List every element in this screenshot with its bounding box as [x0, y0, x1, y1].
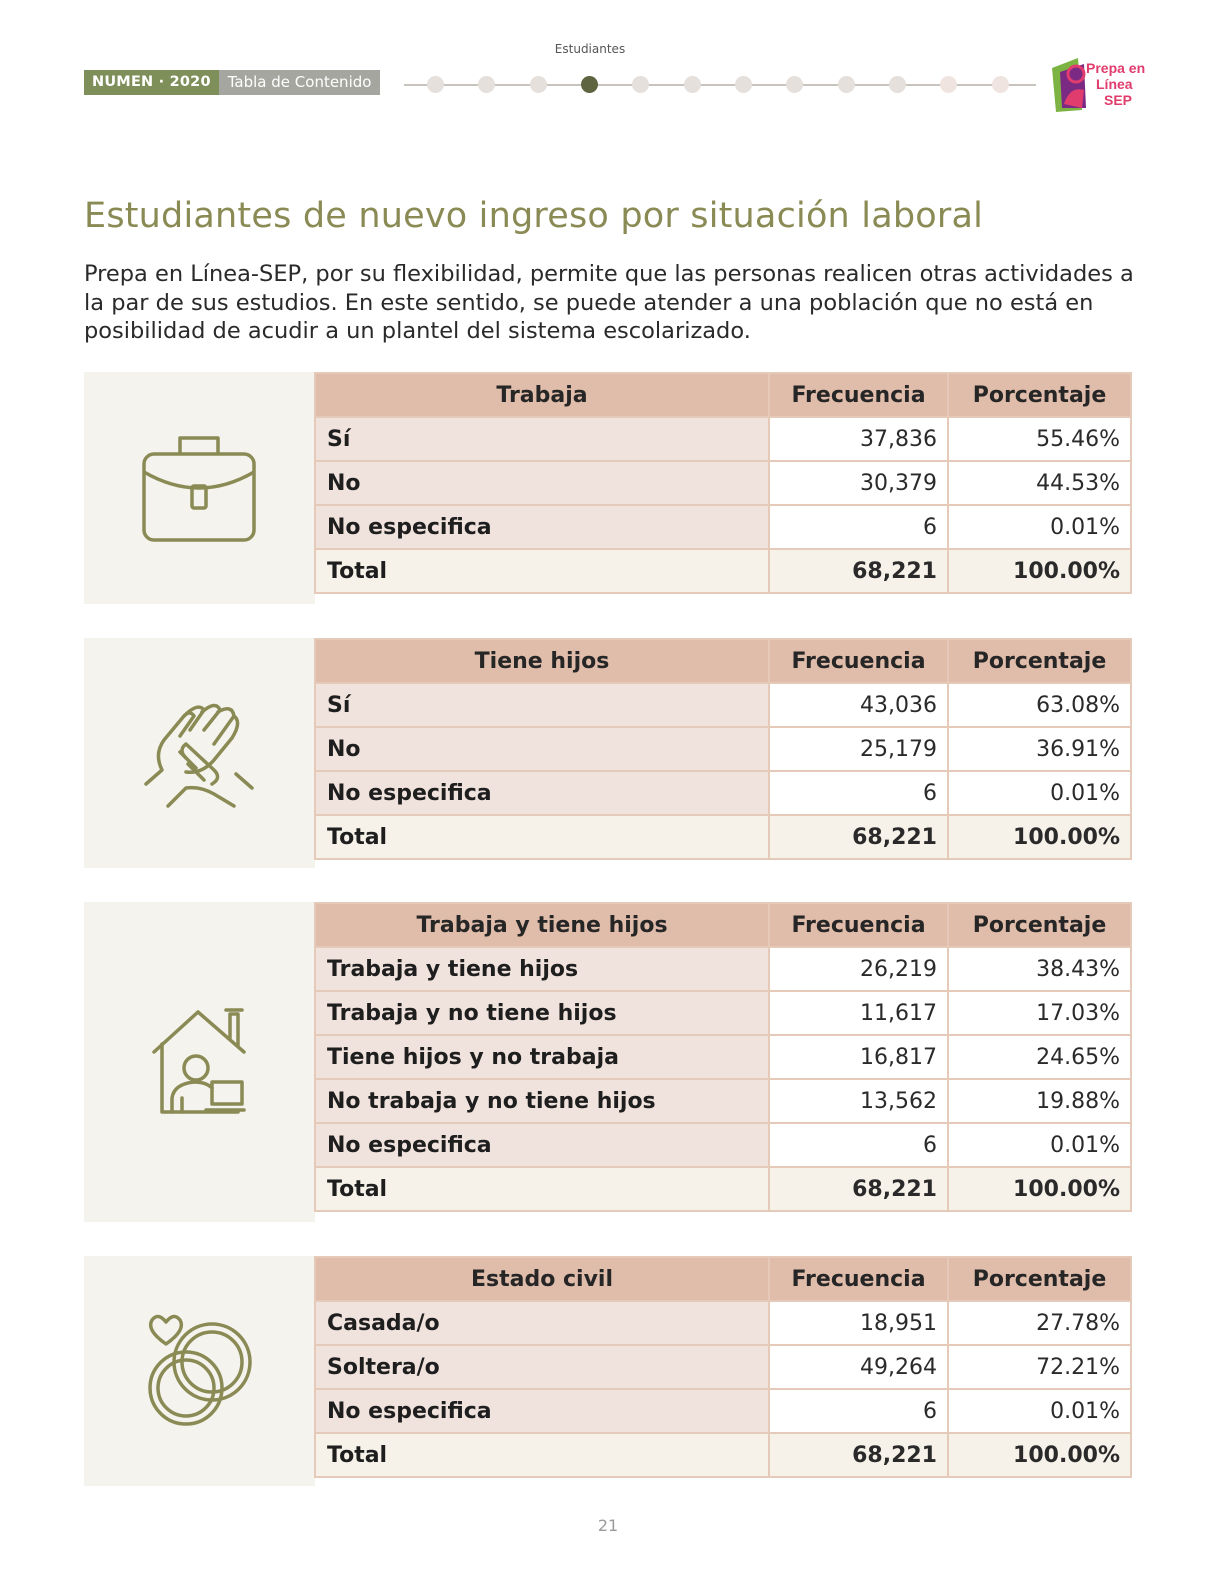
- table-row: [315, 505, 1131, 549]
- page-number: 21: [597, 1516, 619, 1535]
- progress-dot[interactable]: [684, 76, 701, 93]
- section-label: Estudiantes: [554, 42, 626, 56]
- column-header: Trabaja y tiene hijos: [315, 903, 769, 947]
- toc-link[interactable]: Tabla de Contenido: [219, 70, 381, 95]
- progress-dot[interactable]: [889, 76, 906, 93]
- percentage-cell: 63.08%: [948, 683, 1131, 727]
- table-block-estado-civil: [84, 1256, 1130, 1486]
- row-label: No especifica: [315, 1389, 769, 1433]
- table-row: [315, 1079, 1131, 1123]
- icon-panel: [84, 902, 315, 1222]
- percentage-cell: 44.53%: [948, 461, 1131, 505]
- progress-dot[interactable]: [786, 76, 803, 93]
- percentage-cell: 19.88%: [948, 1079, 1131, 1123]
- row-label: No especifica: [315, 505, 769, 549]
- table-row: [315, 947, 1131, 991]
- column-header: Porcentaje: [948, 639, 1131, 683]
- percentage-cell: 24.65%: [948, 1035, 1131, 1079]
- row-label: No trabaja y no tiene hijos: [315, 1079, 769, 1123]
- percentage-cell: 100.00%: [948, 549, 1131, 593]
- column-header: Porcentaje: [948, 903, 1131, 947]
- frequency-cell: 6: [769, 505, 948, 549]
- frequency-cell: 43,036: [769, 683, 948, 727]
- row-label: Trabaja y tiene hijos: [315, 947, 769, 991]
- row-label: Sí: [315, 683, 769, 727]
- data-table: [314, 902, 1132, 1212]
- progress-dot[interactable]: [478, 76, 495, 93]
- table-row: [315, 1345, 1131, 1389]
- brand-year: NUMEN · 2020: [84, 70, 219, 95]
- home-office-icon: [150, 1006, 250, 1116]
- frequency-cell: 30,379: [769, 461, 948, 505]
- percentage-cell: 27.78%: [948, 1301, 1131, 1345]
- row-label: No especifica: [315, 771, 769, 815]
- row-label: No especifica: [315, 1123, 769, 1167]
- intro-paragraph: Prepa en Línea-SEP, por su flexibilidad, permite que las personas realicen otras actividades a la par de sus estudios. En este sentido, se puede atender a una población que no está en posibilidad de acudir a un plantel del sistema escolarizado.: [84, 261, 1134, 344]
- table-row: [315, 417, 1131, 461]
- percentage-cell: 55.46%: [948, 417, 1131, 461]
- frequency-cell: 6: [769, 771, 948, 815]
- icon-panel: [84, 372, 315, 604]
- table-header-row: [315, 903, 1131, 947]
- column-header: Trabaja: [315, 373, 769, 417]
- icon-panel: [84, 1256, 315, 1486]
- frequency-cell: 68,221: [769, 815, 948, 859]
- page-title: Estudiantes de nuevo ingreso por situación laboral: [84, 196, 984, 236]
- table-row: [315, 1301, 1131, 1345]
- percentage-cell: 17.03%: [948, 991, 1131, 1035]
- percentage-cell: 0.01%: [948, 1389, 1131, 1433]
- row-label: Total: [315, 1433, 769, 1477]
- frequency-cell: 6: [769, 1389, 948, 1433]
- frequency-cell: 68,221: [769, 1167, 948, 1211]
- table-row: [315, 1389, 1131, 1433]
- frequency-cell: 49,264: [769, 1345, 948, 1389]
- progress-dot[interactable]: [940, 76, 957, 93]
- table-row: [315, 461, 1131, 505]
- progress-dot[interactable]: [427, 76, 444, 93]
- data-table: [314, 638, 1132, 860]
- total-row: [315, 1167, 1131, 1211]
- percentage-cell: 100.00%: [948, 1433, 1131, 1477]
- frequency-cell: 25,179: [769, 727, 948, 771]
- percentage-cell: 38.43%: [948, 947, 1131, 991]
- icon-panel: [84, 638, 315, 868]
- table-row: [315, 683, 1131, 727]
- table-header-row: [315, 639, 1131, 683]
- column-header: Tiene hijos: [315, 639, 769, 683]
- table-row: [315, 1123, 1131, 1167]
- percentage-cell: 100.00%: [948, 1167, 1131, 1211]
- row-label: Trabaja y no tiene hijos: [315, 991, 769, 1035]
- row-label: Total: [315, 1167, 769, 1211]
- column-header: Porcentaje: [948, 373, 1131, 417]
- percentage-cell: 100.00%: [948, 815, 1131, 859]
- frequency-cell: 37,836: [769, 417, 948, 461]
- svg-text:Línea: Línea: [1096, 76, 1133, 92]
- table-row: [315, 727, 1131, 771]
- total-row: [315, 1433, 1131, 1477]
- table-header-row: [315, 373, 1131, 417]
- percentage-cell: 0.01%: [948, 1123, 1131, 1167]
- percentage-cell: 72.21%: [948, 1345, 1131, 1389]
- row-label: Tiene hijos y no trabaja: [315, 1035, 769, 1079]
- row-label: Total: [315, 815, 769, 859]
- table-block-trabaja: [84, 372, 1130, 604]
- column-header: Estado civil: [315, 1257, 769, 1301]
- table-header-row: [315, 1257, 1131, 1301]
- frequency-cell: 68,221: [769, 1433, 948, 1477]
- frequency-cell: 16,817: [769, 1035, 948, 1079]
- percentage-cell: 36.91%: [948, 727, 1131, 771]
- section-progress: [404, 84, 1036, 86]
- progress-dot[interactable]: [735, 76, 752, 93]
- frequency-cell: 26,219: [769, 947, 948, 991]
- data-table: [314, 372, 1132, 594]
- row-label: Casada/o: [315, 1301, 769, 1345]
- progress-dot[interactable]: [838, 76, 855, 93]
- frequency-cell: 11,617: [769, 991, 948, 1035]
- percentage-cell: 0.01%: [948, 771, 1131, 815]
- frequency-cell: 6: [769, 1123, 948, 1167]
- percentage-cell: 0.01%: [948, 505, 1131, 549]
- progress-dot[interactable]: [632, 76, 649, 93]
- brand-bar: [84, 70, 380, 95]
- progress-dot[interactable]: [530, 76, 547, 93]
- column-header: Frecuencia: [769, 373, 948, 417]
- row-label: Sí: [315, 417, 769, 461]
- frequency-cell: 18,951: [769, 1301, 948, 1345]
- row-label: No: [315, 461, 769, 505]
- column-header: Porcentaje: [948, 1257, 1131, 1301]
- prepa-en-linea-logo: [1048, 54, 1146, 116]
- rings-icon: [144, 1310, 256, 1430]
- table-row: [315, 1035, 1131, 1079]
- progress-dot-current[interactable]: [581, 76, 598, 93]
- table-row: [315, 771, 1131, 815]
- svg-text:SEP: SEP: [1104, 92, 1133, 108]
- svg-text:Prepa en: Prepa en: [1086, 60, 1146, 76]
- total-row: [315, 549, 1131, 593]
- row-label: Soltera/o: [315, 1345, 769, 1389]
- column-header: Frecuencia: [769, 903, 948, 947]
- row-label: Total: [315, 549, 769, 593]
- column-header: Frecuencia: [769, 1257, 948, 1301]
- table-block-tiene-hijos: [84, 638, 1130, 868]
- briefcase-icon: [138, 432, 260, 546]
- column-header: Frecuencia: [769, 639, 948, 683]
- data-table: [314, 1256, 1132, 1478]
- frequency-cell: 68,221: [769, 549, 948, 593]
- frequency-cell: 13,562: [769, 1079, 948, 1123]
- row-label: No: [315, 727, 769, 771]
- table-row: [315, 991, 1131, 1035]
- hands-icon: [140, 694, 260, 812]
- table-block-trabaja-y-tiene-hijos: [84, 902, 1130, 1222]
- total-row: [315, 815, 1131, 859]
- progress-dot[interactable]: [992, 76, 1009, 93]
